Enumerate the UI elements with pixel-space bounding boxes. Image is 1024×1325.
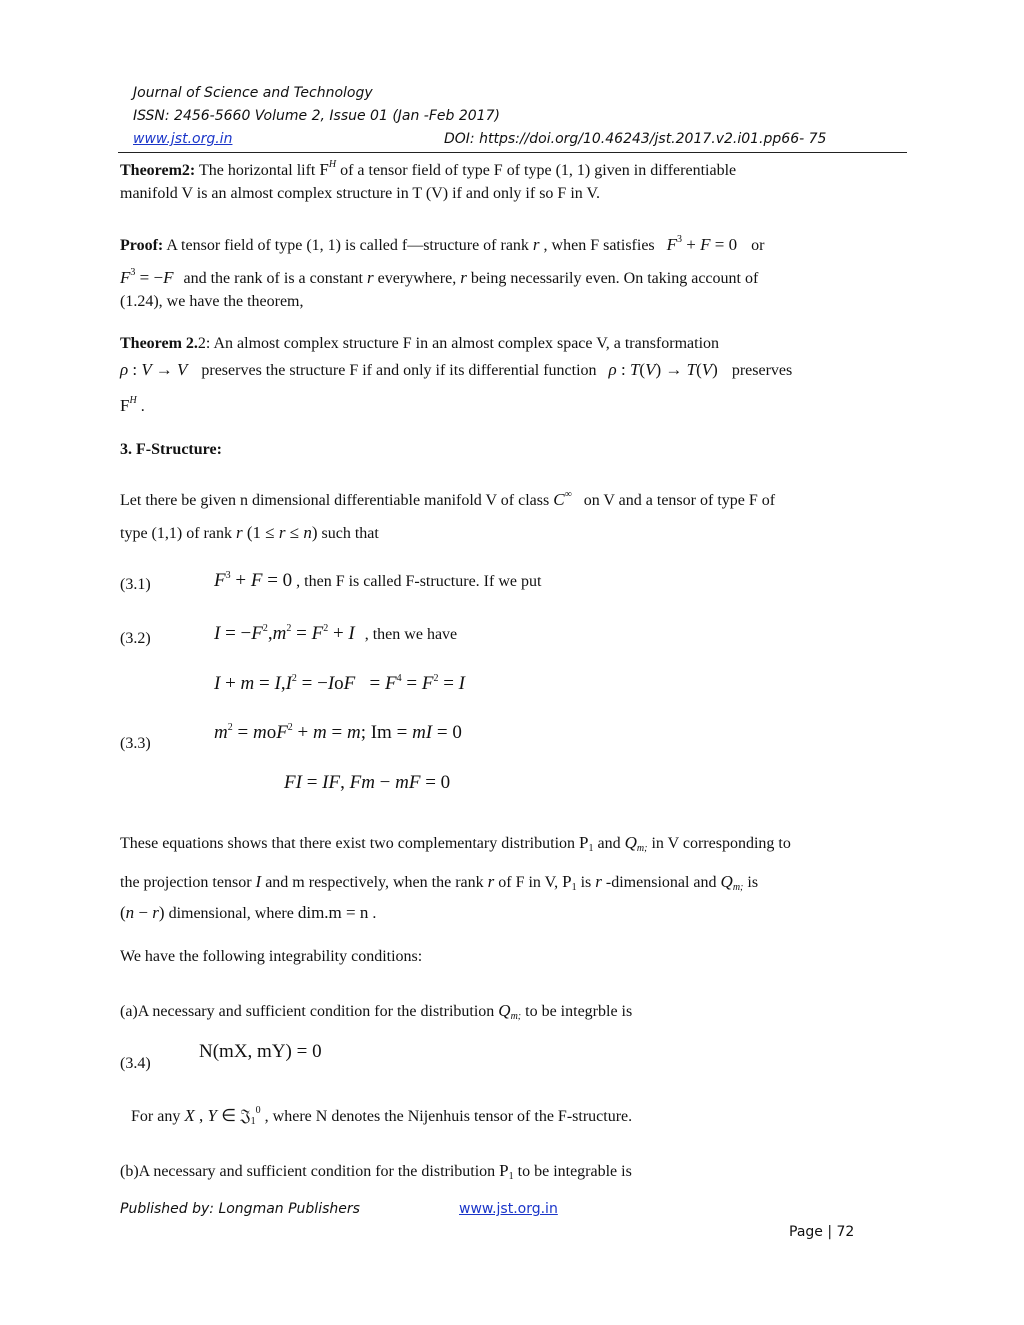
proof-line2: $F^3 = -F$ and the rank of is a constant r everywhere, r being necessarily even. On taking account of [120,267,759,287]
formula-rho-TV: ρ : T(V) → T(V) [608,360,718,379]
website-link[interactable]: www.jst.org.in [133,131,233,147]
header-links [133,131,863,147]
formula-n-minus-r: (n − r) [120,903,165,922]
formula-r: r [460,268,467,287]
theorem22-line2: ρ : V → V preserves the structure F if and only if its differential function ρ : T(V) → T(V) preserves [120,360,793,379]
formula-XY-in-T: X , Y ∈ 𝔍$_1^0$ [184,1105,261,1127]
equation-identity: $I + m = I,I^2 = -IoF = F^4 = F^2 = I$ [214,673,465,694]
section3-intro-line1: Let there be given n dimensional differentiable manifold V of class C∞ on V and a tensor of type F of [120,489,776,509]
footer-publisher: Published by: Longman Publishers [120,1201,360,1217]
forany-line: For any X , Y ∈ 𝔍$_1^0$ , where N denotes the Nijenhuis tensor of the F-structure. [131,1105,633,1127]
formula-F3-plus-F: $F^3 + F = 0$ [666,234,738,254]
formula-r: r [595,872,602,891]
formula-FH: $F^H$ [319,159,337,179]
theorem22-line3: $F^H$ . [120,395,145,415]
condition-b: (b)A necessary and sufficient condition for the distribution $P_1$ to be integrable is [120,1161,632,1182]
issn-line: ISSN: 2456-5660 Volume 2, Issue 01 (Jan -Feb 2017) [133,108,500,124]
distribution-line1: These equations shows that there exist two complementary distribution $P_1$ and $Q_{m;}$ in V corresponding to [120,833,791,854]
formula-F3-neg-F: $F^3 = -F$ [120,267,174,287]
formula-r: r [366,268,374,287]
equation-3-4: N(mX, mY) = 0 [199,1041,322,1062]
theorem2-label: Theorem2: [120,162,196,179]
distribution-line2: the projection tensor I and m respectively, when the rank r of F in V, $P_1$ is r -dimensional and $Q_{m;}$ is [120,872,759,893]
page-number: Page | 72 [789,1224,855,1240]
equation-3-2: $I = -F^2,m^2 = F^2 + I$ , then we have [214,623,458,644]
distribution-line3: (n − r) dimensional, where dim.m = n . [120,903,377,922]
equation-number: (3.2) [120,630,151,647]
equation-3-1: $F^3 + F = 0$ , then F is called F-structure. If we put [214,570,542,591]
theorem2-line2: manifold V is an almost complex structure in T (V) if and only if so F in V. [120,185,600,202]
theorem22-label: Theorem 2. [120,335,198,352]
proof-label: Proof: [120,237,164,254]
condition-a: (a)A necessary and sufficient condition for the distribution $Q_{m;}$ to be integrble is [120,1001,633,1022]
formula-P1: $P_1$ [499,1161,514,1182]
theorem2-line1: Theorem2: The horizontal lift $F^H$ of a tensor field of type F of type (1, 1) given in differentiable [120,159,737,179]
formula-I: I [255,872,262,891]
equation-number: (3.1) [120,576,151,593]
formula-FH: $F^H$ [120,395,137,415]
formula-rank-r: r (1 ≤ r ≤ n) [235,523,318,542]
equation-number: (3.3) [120,735,151,752]
formula-dim-m: dim.m = n [297,903,369,922]
formula-Qm: $Q_{m;}$ [720,872,744,893]
theorem22-line1: Theorem 2.2: An almost complex structure F in an almost complex space V, a transformation [120,335,720,352]
journal-title: Journal of Science and Technology [133,85,373,101]
formula-C-infinity: C∞ [553,489,572,509]
formula-Qm: $Q_{m;}$ [498,1001,522,1022]
proof-line3: (1.24), we have the theorem, [120,293,304,310]
footer-website-link[interactable]: www.jst.org.in [459,1201,558,1217]
formula-Qm: $Q_{m;}$ [624,833,648,854]
integrability-intro: We have the following integrability conditions: [120,948,423,965]
equation-number: (3.4) [120,1055,151,1072]
equation-FI: FI = IF, Fm − mF = 0 [284,772,451,793]
doi-text: DOI: https://doi.org/10.46243/jst.2017.v2.i01.pp66- 75 [444,131,827,147]
section-heading: 3. F-Structure: [120,441,222,458]
header-rule [118,152,907,153]
formula-r: r [487,872,495,891]
formula-P1: $P_1$ [562,872,577,893]
formula-rho-V-V: ρ : V → V [120,360,188,379]
formula-P1: $P_1$ [579,833,594,854]
equation-3-3: $m^2 = moF^2 + m = m$; Im = mI = 0 [214,722,462,743]
section3-intro-line2: type (1,1) of rank r (1 ≤ r ≤ n) such that [120,523,379,542]
formula-r: r [532,235,540,254]
proof-line1: Proof: A tensor field of type (1, 1) is called f—structure of rank r , when F satisfies $F^3 + F = 0$ or [120,234,765,254]
